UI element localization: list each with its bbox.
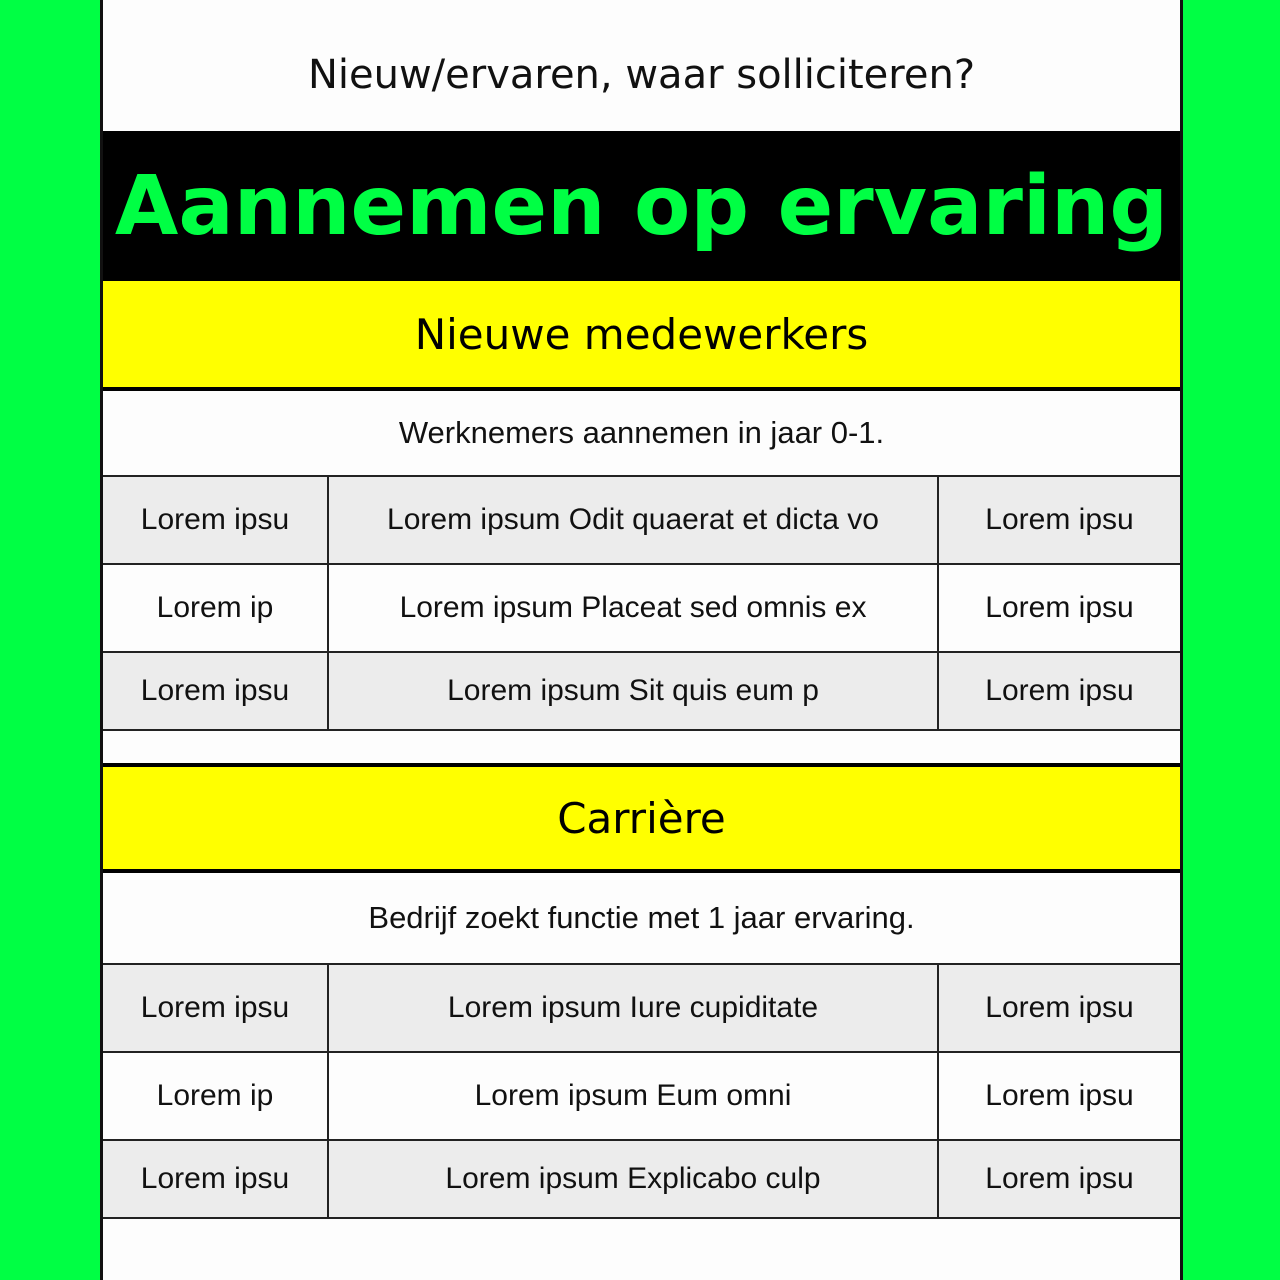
section-header-carriere bbox=[103, 763, 1180, 873]
table-cell: Lorem ipsum Eum omni bbox=[328, 1052, 938, 1140]
table-row bbox=[103, 964, 1180, 1052]
table-cell: Lorem ipsu bbox=[938, 652, 1180, 730]
table-cell: Lorem ipsum Placeat sed omnis ex bbox=[328, 564, 938, 652]
section-title: Carrière bbox=[557, 793, 726, 843]
table-cell: Lorem ipsum Explicabo culp bbox=[328, 1140, 938, 1218]
table-row bbox=[103, 476, 1180, 564]
table-cell: Lorem ipsu bbox=[938, 1052, 1180, 1140]
table-cell: Lorem ip bbox=[103, 564, 328, 652]
table-cell: Lorem ipsu bbox=[103, 1140, 328, 1218]
table-cell: Lorem ipsum Sit quis eum p bbox=[328, 652, 938, 730]
section-description: Werknemers aannemen in jaar 0-1. bbox=[398, 415, 885, 450]
table-row bbox=[103, 1052, 1180, 1140]
table-row bbox=[103, 1140, 1180, 1218]
table-cell: Lorem ipsum Odit quaerat et dicta vo bbox=[328, 476, 938, 564]
section-description: Bedrijf zoekt functie met 1 jaar ervaring. bbox=[368, 900, 915, 935]
section-header-nieuwe-medewerkers bbox=[103, 281, 1180, 391]
table-row bbox=[103, 652, 1180, 730]
table-cell: Lorem ipsu bbox=[103, 652, 328, 730]
table-cell: Lorem ipsu bbox=[938, 476, 1180, 564]
spacer bbox=[103, 731, 1180, 763]
table-carriere bbox=[103, 963, 1180, 1219]
table-cell: Lorem ipsum Iure cupiditate bbox=[328, 964, 938, 1052]
table-cell: Lorem ipsu bbox=[938, 1140, 1180, 1218]
subtitle: Nieuw/ervaren, waar solliciteren? bbox=[307, 51, 976, 98]
table-cell: Lorem ipsu bbox=[103, 476, 328, 564]
table-nieuwe-medewerkers bbox=[103, 475, 1180, 731]
title-bar bbox=[103, 131, 1180, 281]
document-sheet bbox=[100, 0, 1183, 1280]
section-title: Nieuwe medewerkers bbox=[414, 309, 869, 359]
table-cell: Lorem ipsu bbox=[938, 964, 1180, 1052]
page-title: Aannemen op ervaring bbox=[114, 158, 1169, 254]
table-row bbox=[103, 564, 1180, 652]
table-cell: Lorem ipsu bbox=[103, 964, 328, 1052]
table-cell: Lorem ipsu bbox=[938, 564, 1180, 652]
table-cell: Lorem ip bbox=[103, 1052, 328, 1140]
